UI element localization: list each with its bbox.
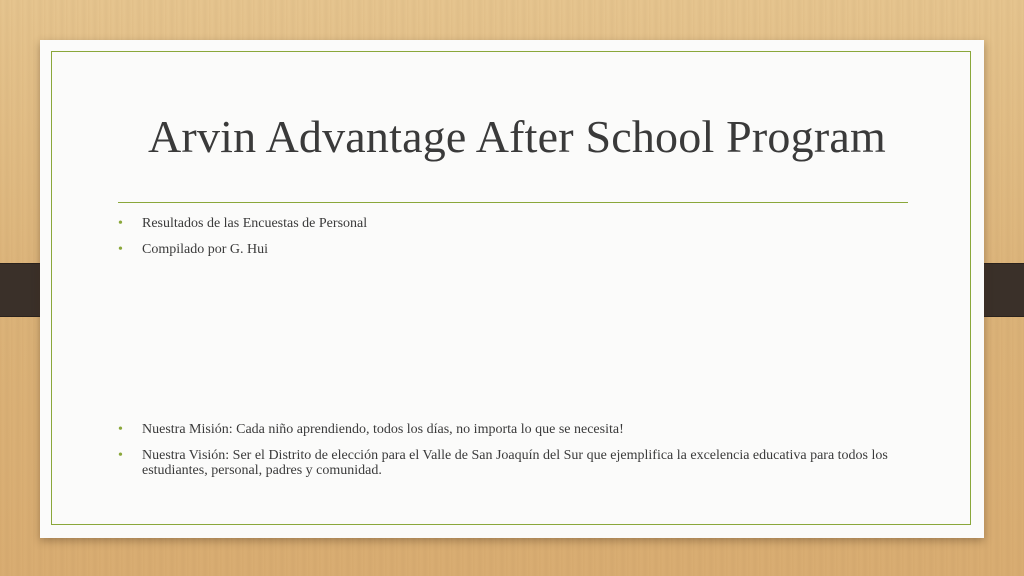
bullet-dot: •: [118, 448, 123, 463]
bottom-bullet-list: [118, 422, 918, 489]
title-divider: [118, 202, 908, 203]
slide-card: [40, 40, 984, 538]
bullet-text: Compilado por G. Hui: [142, 242, 268, 257]
bullet-item: [118, 242, 918, 257]
bullet-text: Resultados de las Encuestas de Personal: [142, 216, 368, 231]
vision-text: Nuestra Visión: Ser el Distrito de elección para el Valle de San Joaquín del Sur que ejemplifica la excelencia educativa para todos los estudiantes, personal, padres y comunidad.: [142, 448, 888, 478]
bullet-item: [118, 216, 918, 231]
bullet-dot: •: [118, 422, 123, 437]
bullet-dot: •: [118, 216, 123, 231]
slide-title: Arvin Advantage After School Program: [148, 111, 886, 162]
top-bullet-list: [118, 216, 918, 268]
mission-text: Nuestra Misión: Cada niño aprendiendo, todos los días, no importa lo que se necesita!: [142, 422, 624, 437]
bullet-item: [118, 448, 918, 478]
bullet-item: [118, 422, 918, 437]
bullet-dot: •: [118, 242, 123, 257]
